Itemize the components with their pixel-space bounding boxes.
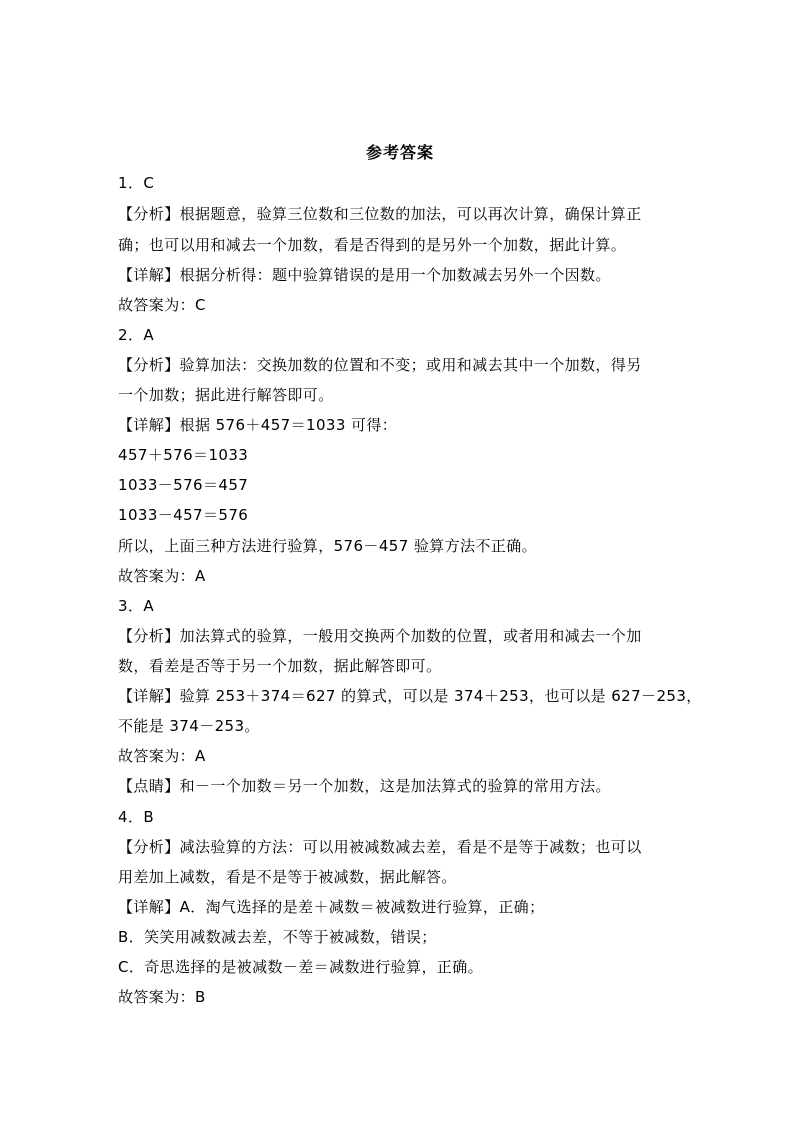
answer-line: 【详解】根据 576＋457＝1033 可得： — [118, 416, 398, 434]
answer-line: 4．B — [118, 808, 155, 826]
answer-line: 数，看差是否等于另一个加数，据此解答即可。 — [118, 657, 442, 675]
answer-line: 故答案为：B — [118, 988, 206, 1006]
answer-line: 不能是 374－253。 — [118, 717, 260, 735]
answer-line: 故答案为：A — [118, 567, 206, 585]
answer-line: 【详解】A．淘气选择的是差＋减数＝被减数进行验算，正确； — [118, 898, 545, 916]
answer-line: 3．A — [118, 597, 155, 615]
answer-line: 1033－457＝576 — [118, 506, 249, 524]
answer-line: 【详解】验算 253＋374＝627 的算式，可以是 374＋253，也可以是 627－253， — [118, 687, 702, 705]
answer-line: B．笑笑用减数减去差，不等于被减数，错误； — [118, 928, 437, 946]
answer-line: 【分析】加法算式的验算，一般用交换两个加数的位置，或者用和减去一个加 — [118, 627, 642, 645]
answer-line: 【详解】根据分析得：题中验算错误的是用一个加数减去另外一个因数。 — [118, 266, 611, 284]
answer-line: C．奇思选择的是被减数－差＝减数进行验算，正确。 — [118, 958, 484, 976]
answer-line: 【点睛】和－一个加数＝另一个加数，这是加法算式的验算的常用方法。 — [118, 777, 611, 795]
answer-line: 所以，上面三种方法进行验算，576－457 验算方法不正确。 — [118, 537, 538, 555]
answer-line: 故答案为：A — [118, 747, 206, 765]
answer-line: 457＋576＝1033 — [118, 446, 249, 464]
answer-line: 【分析】根据题意，验算三位数和三位数的加法，可以再次计算，确保计算正 — [118, 205, 642, 223]
answer-line: 1033－576＝457 — [118, 476, 249, 494]
answer-line: 2．A — [118, 326, 155, 344]
answer-line: 一个加数；据此进行解答即可。 — [118, 386, 334, 404]
answer-line: 1．C — [118, 174, 155, 192]
answer-line: 用差加上减数，看是不是等于被减数，据此解答。 — [118, 868, 457, 886]
answer-line: 【分析】验算加法：交换加数的位置和不变；或用和减去其中一个加数，得另 — [118, 356, 642, 374]
answer-line: 故答案为：C — [118, 296, 206, 314]
answer-line: 【分析】减法验算的方法：可以用被减数减去差，看是不是等于减数；也可以 — [118, 838, 642, 856]
answer-line: 确；也可以用和减去一个加数，看是否得到的是另外一个加数，据此计算。 — [118, 236, 627, 254]
page-title: 参考答案 — [365, 143, 434, 162]
